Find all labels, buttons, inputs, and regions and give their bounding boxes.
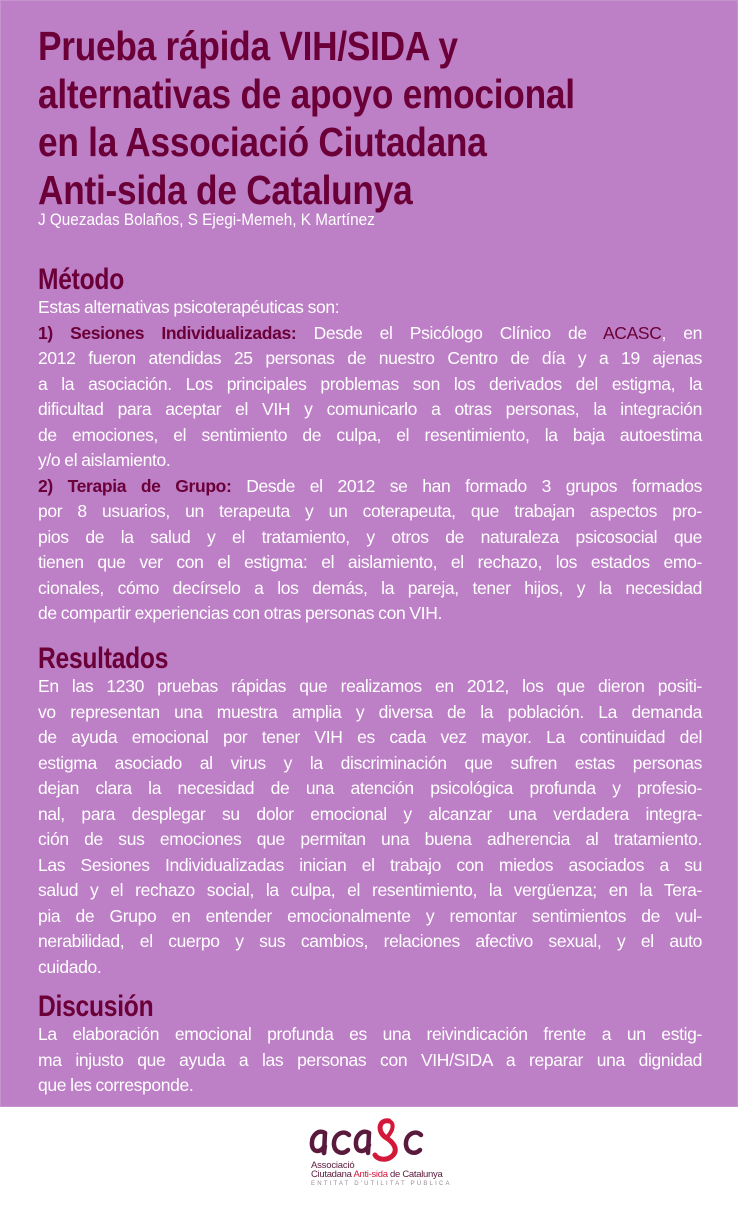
section-discusion xyxy=(38,992,702,1099)
section-heading: Discusión xyxy=(38,990,154,1023)
text-line: cuidado. xyxy=(38,956,102,977)
text-line: cionales, cómo decírselo a los demás, la pareja, tener hijos, y la necesidad xyxy=(38,577,702,598)
text-line: nal, para desplegar su dolor emocional y alcanzar una verdadera integra- xyxy=(38,803,702,824)
text-line: estigma asociado al virus y la discriminación que sufren estas personas xyxy=(38,752,702,773)
item-label: 1) Sesiones Individualizadas: xyxy=(38,322,297,343)
text-line: a la asociación. Los principales problemas son los derivados del estigma, la xyxy=(38,373,702,394)
section-body xyxy=(38,295,702,627)
text-line: pios de la salud y el tratamiento, y otros de naturaleza psicosocial que xyxy=(38,526,702,547)
acasc-logo xyxy=(307,1115,452,1195)
section-body xyxy=(38,674,702,980)
section-heading: Método xyxy=(38,263,124,296)
logo-tagline: ENTITAT D'UTILITAT PÚBLICA xyxy=(311,1181,452,1187)
acronym: ACASC xyxy=(602,322,662,343)
title-line: Prueba rápida VIH/SIDA y xyxy=(38,23,458,69)
title-line: Anti-sida de Catalunya xyxy=(38,167,413,213)
authors: J Quezadas Bolaños, S Ejegi-Memeh, K Martínez xyxy=(38,210,375,229)
text-line: tienen que ver con el estigma: el aislamiento, el rechazo, los estados emo- xyxy=(38,552,702,572)
section-heading: Resultados xyxy=(38,642,169,675)
text-line: Estas alternativas psicoterapéuticas son: xyxy=(38,297,340,317)
text-line: 2012 fueron atendidas 25 personas de nuestro Centro de día y a 19 ajenas xyxy=(38,348,702,368)
header xyxy=(38,22,702,230)
text-line: salud y el rechazo social, la culpa, el resentimiento, la vergüenza; en la Tera- xyxy=(38,880,702,900)
section-metodo xyxy=(38,265,702,627)
section-body xyxy=(38,1022,702,1099)
text-line: que les corresponde. xyxy=(38,1075,194,1095)
text-line: y/o el aislamiento. xyxy=(38,450,171,470)
title-line: en la Associació Ciutadana xyxy=(38,119,487,165)
text-line: 1) Sesiones Individualizadas: Desde el Psicólogo Clínico de ACASC, en xyxy=(38,322,702,343)
text-line: En las 1230 pruebas rápidas que realizamos en 2012, los que dieron positi- xyxy=(38,676,702,696)
acasc-wordmark-icon xyxy=(309,1115,435,1163)
text-line: 2) Terapia de Grupo: Desde el 2012 se han formado 3 grupos formados xyxy=(38,475,702,496)
text-line: Las Sesiones Individualizadas inician el trabajo con miedos asociados a su xyxy=(38,854,702,875)
logo-text-line: Associació xyxy=(311,1160,355,1171)
text-line: de emociones, el sentimiento de culpa, el resentimiento, la baja autoestima xyxy=(38,424,702,445)
item-label: 2) Terapia de Grupo: xyxy=(38,475,232,496)
text-line: dificultad para aceptar el VIH y comunicarlo a otras personas, la integración xyxy=(38,399,702,419)
text-line: pia de Grupo en entender emocionalmente y remontar sentimientos de vul- xyxy=(38,905,702,926)
text-line: dejan clara la necesidad de una atención psicológica profunda y profesio- xyxy=(38,778,702,798)
text-line: nerabilidad, el cuerpo y sus cambios, relaciones afectivo sexual, y el auto xyxy=(38,931,702,951)
text-line: de compartir experiencias con otras personas con VIH. xyxy=(38,603,442,623)
text-line: ma injusto que ayuda a las personas con VIH/SIDA a reparar una dignidad xyxy=(38,1049,702,1070)
page-title xyxy=(38,22,609,214)
text-line: ción de sus emociones que permitan una buena adherencia al tratamiento. xyxy=(38,829,702,849)
text-line: de ayuda emocional por tener VIH es cada vez mayor. La continuidad del xyxy=(38,727,702,747)
section-resultados xyxy=(38,644,702,980)
title-line: alternativas de apoyo emocional xyxy=(38,71,575,117)
text-line: por 8 usuarios, un terapeuta y un coterapeuta, que trabajan aspectos pro- xyxy=(38,501,702,521)
text-line: La elaboración emocional profunda es una reivindicación frente a un estig- xyxy=(38,1024,702,1044)
text-line: vo representan una muestra amplia y diversa de la población. La demanda xyxy=(38,701,702,722)
logo-text-line: Ciutadana Anti-sida de Catalunya xyxy=(311,1169,443,1180)
